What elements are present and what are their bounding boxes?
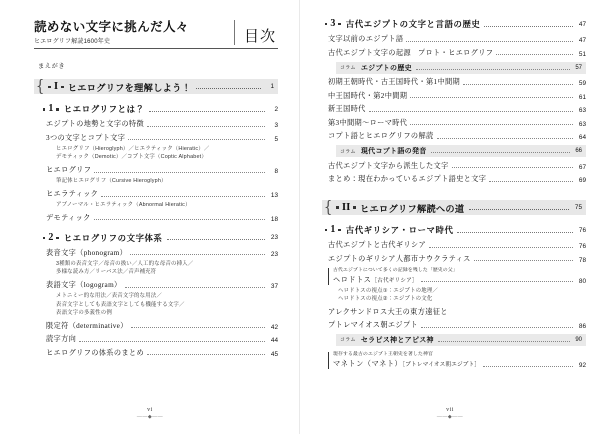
column-title: エジプトの歴史 [360, 63, 412, 72]
part-page-number: 75 [574, 204, 582, 211]
section-page-number: 51 [578, 50, 586, 58]
section-title-line1: アレクサンドロス大王の東方遠征と [328, 307, 448, 316]
brace-left-icon: { [36, 77, 45, 97]
brace-left-icon: { [324, 198, 333, 217]
chapter-heading-1[interactable] [40, 103, 278, 115]
section-title-line2-row [328, 320, 586, 330]
square-bullet-icon [338, 23, 340, 25]
chapter-title: 古代エジプトの文字と言語の歴史 [345, 20, 481, 29]
leader-dots [483, 361, 573, 367]
toc-section[interactable] [46, 213, 278, 223]
square-bullet-icon [43, 108, 45, 110]
person-region: ［プトレマイオス朝エジプト］ [402, 362, 481, 369]
section-title-secondary: プロト・ヒエログリフ [417, 48, 494, 57]
folio-ornament-icon: ——◆—— [436, 415, 464, 420]
right-folio [300, 407, 600, 420]
toc-section[interactable] [328, 48, 586, 58]
section-title: コプト語とヒエログリフの解読 [328, 132, 434, 140]
section-page-number: 18 [270, 215, 278, 223]
part-title: ヒエログリフを理解しよう！ [67, 82, 192, 93]
chapter-number: 1 [48, 103, 54, 115]
section-page-number: 44 [270, 337, 278, 345]
part-number: I [53, 80, 59, 93]
leader-dots [489, 176, 573, 182]
toc-section[interactable] [328, 161, 586, 171]
leader-dots [149, 105, 265, 112]
part-number: II [341, 201, 351, 213]
square-bullet-icon [325, 229, 327, 231]
section-page-number: 59 [578, 80, 586, 87]
column-title: セラピス神とアピス神 [360, 335, 434, 344]
section-note [56, 260, 278, 277]
square-bullet-icon [353, 206, 356, 209]
square-bullet-icon [43, 237, 45, 239]
column-entry-egypt-history[interactable] [336, 62, 586, 74]
toc-section[interactable] [46, 189, 278, 199]
section-page-number: 69 [578, 177, 586, 184]
person-page-number: 80 [578, 277, 586, 285]
section-page-number: 5 [274, 135, 278, 143]
section-title: ヒエログリフ [46, 166, 92, 175]
leader-dots [406, 36, 573, 42]
part-title: ヒエログリフ解読への道 [360, 203, 465, 214]
leader-dots [79, 336, 265, 342]
part-page-number: 1 [270, 83, 274, 91]
note-line: デモティック（Demotic）／コプト文字（Coptic Alphabet） [56, 154, 207, 161]
section-title: 文字以前のエジプト語 [328, 35, 404, 43]
toc-section[interactable] [46, 334, 278, 344]
right-page-body [322, 18, 586, 369]
column-page-number: 66 [575, 148, 582, 154]
toc-section[interactable] [46, 248, 278, 258]
leader-dots [437, 133, 573, 139]
column-tag: コラム [340, 148, 356, 155]
toc-section[interactable] [46, 280, 278, 290]
section-title: エジプトの地勢と文字の特徴 [46, 120, 144, 129]
square-bullet-icon [61, 86, 64, 89]
leader-dots [463, 79, 573, 85]
leader-dots [147, 121, 265, 127]
section-page-number: 42 [270, 323, 278, 331]
toc-section[interactable] [46, 348, 278, 358]
toc-section-wrapped[interactable] [328, 307, 586, 330]
leader-dots [429, 242, 573, 248]
column-entry-coptic-pronunciation[interactable] [336, 145, 586, 157]
chapter-number: 3 [330, 18, 336, 29]
section-title: 読字方向 [46, 335, 77, 344]
section-title: ヒエラティック [46, 190, 99, 198]
section-page-number: 64 [578, 134, 586, 141]
person-caption: 現存する最古のエジプト王朝史を著した神官 [333, 351, 433, 357]
left-page-body [34, 61, 278, 357]
leader-dots [410, 119, 573, 125]
note-line: 3種類の表音文字／母音の扱い／人工的な母音の挿入／ [56, 260, 194, 267]
toc-section[interactable] [328, 91, 586, 101]
section-title: デモティック [46, 213, 91, 222]
chapter-page-number: 47 [578, 20, 586, 28]
person-name-text: ヘロドトス [333, 275, 372, 284]
toc-section[interactable] [328, 240, 586, 250]
square-bullet-icon [325, 23, 327, 25]
section-title: まとめ：現在わかっているエジプト語史と文字 [328, 175, 487, 183]
section-page-number: 63 [578, 120, 586, 128]
book-subtitle: ヒエログリフ解読1600年史 [34, 39, 111, 46]
section-page-number: 13 [270, 192, 278, 199]
person-entry-herodotus[interactable] [328, 268, 586, 285]
column-page-number: 57 [575, 64, 582, 71]
person-entry-manetho[interactable] [328, 352, 586, 369]
chapter-page-number: 23 [270, 234, 278, 242]
section-title: 新王国時代 [328, 105, 366, 113]
toc-section[interactable] [46, 165, 278, 175]
part-heading-2[interactable] [322, 200, 586, 215]
person-row [333, 275, 586, 285]
folio-number: vii [446, 407, 454, 413]
section-title [328, 48, 493, 58]
section-title: 表語文字（logogram） [46, 281, 122, 290]
leader-dots [474, 255, 573, 261]
leader-dots [147, 349, 265, 355]
section-page-number: 8 [274, 168, 278, 176]
column-title: 現代コプト語の発音 [360, 147, 427, 155]
leader-dots [94, 167, 265, 173]
person-region: ［古代ギリシア］ [371, 277, 418, 284]
person-note [338, 287, 586, 304]
toc-section[interactable] [328, 131, 586, 141]
toc-section[interactable] [328, 174, 586, 184]
section-title: 中王国時代・第2中間期 [328, 91, 408, 100]
section-title: 表音文字（phonogram） [46, 248, 128, 257]
section-note [56, 177, 278, 185]
leader-dots [496, 49, 573, 55]
note-line: ヘロドトスの視点①：エジプトの地理／ [338, 287, 439, 294]
leader-dots [369, 106, 573, 112]
square-bullet-icon [48, 86, 51, 89]
left-folio [0, 407, 300, 420]
leader-dots [416, 64, 570, 70]
section-note [56, 145, 278, 162]
note-line: 表音文字としても表語文字としても機能する文字／ [56, 301, 185, 308]
note-line: 筆記体ヒエログリフ（Cursive Hieroglyph） [56, 178, 167, 185]
column-page-number: 90 [575, 336, 582, 343]
leader-dots [484, 20, 573, 27]
chapter-page-number: 2 [274, 105, 278, 113]
section-page-number: 67 [578, 163, 586, 171]
chapter-number: 1 [330, 224, 336, 235]
section-page-number: 3 [274, 122, 278, 130]
column-tag: コラム [340, 337, 356, 344]
chapter-number: 2 [48, 231, 54, 243]
note-line: アブノーマル・ヒエラティック（Abnormal Hieratic） [56, 202, 191, 208]
section-page-number: 63 [578, 107, 586, 114]
leader-dots [125, 282, 265, 288]
note-line: ヒエログリフ（Hieroglyph）／ヒエラティック（Hieratic）／ [56, 145, 210, 152]
section-title: 限定符（determinative） [46, 321, 128, 330]
section-note [56, 201, 278, 209]
section-title: エジプトのギリシア人都市ナウクラティス [328, 254, 471, 263]
leader-dots [101, 191, 265, 197]
section-title-line2: プトレマイオス朝エジプト [328, 320, 419, 329]
chapter-heading-2[interactable] [40, 232, 278, 244]
toc-section[interactable] [46, 321, 278, 331]
chapter-title: ヒエログリフとは？ [63, 105, 145, 115]
note-line: 表語文字の多義性の例 [56, 309, 112, 316]
part-heading-1[interactable] [34, 77, 278, 97]
toc-section[interactable] [46, 119, 278, 129]
book-title: 読めない文字に挑んだ人々 [34, 20, 189, 34]
chapter-title: ヒエログリフの文字体系 [63, 233, 163, 243]
toc-section[interactable] [328, 118, 586, 128]
section-page-number: 47 [578, 37, 586, 44]
leader-dots [469, 203, 569, 210]
leader-dots [131, 322, 265, 328]
section-title: 古代エジプト文字から派生した文字 [328, 161, 449, 170]
header-divider [234, 20, 235, 45]
section-page-number: 37 [270, 283, 278, 291]
leader-dots [167, 233, 265, 240]
chapter-heading-ii-1[interactable] [322, 224, 586, 236]
section-page-number: 78 [578, 256, 586, 264]
chapter-page-number: 76 [578, 226, 586, 234]
page-header [34, 20, 278, 49]
leader-dots [421, 276, 573, 282]
section-title: 初期王朝時代・古王国時代・第1中間期 [328, 78, 461, 86]
square-bullet-icon [56, 237, 58, 239]
header-titles [34, 20, 230, 45]
right-page [300, 0, 600, 434]
section-title: 3つの文字とコプト文字 [46, 133, 126, 142]
column-tag: コラム [340, 65, 356, 71]
toc-section[interactable] [46, 133, 278, 143]
note-line: 多様な読み方／リーバス法／音声補充符 [56, 269, 157, 276]
leader-dots [196, 82, 261, 89]
leader-dots [452, 162, 573, 168]
person-name [333, 359, 480, 369]
leader-dots [457, 226, 573, 233]
leader-dots [94, 214, 265, 220]
square-bullet-icon [56, 108, 58, 110]
preface-entry[interactable]: まえがき [38, 63, 66, 71]
folio-number: vi [147, 407, 153, 413]
leader-dots [410, 92, 573, 98]
leader-dots [431, 147, 570, 153]
leader-dots [421, 322, 573, 328]
leader-dots [438, 336, 570, 342]
toc-label: 目次 [243, 29, 276, 46]
leader-dots [128, 134, 265, 140]
square-bullet-icon [336, 206, 339, 209]
toc-section[interactable] [328, 77, 586, 87]
note-line: メトニミー的な用法／表音文字的な用法／ [56, 293, 163, 300]
section-title: 第3中間期〜ローマ時代 [328, 118, 408, 127]
person-name-text: マネトン（マネト） [333, 360, 403, 369]
leader-dots [130, 249, 265, 255]
person-row [333, 359, 586, 369]
square-bullet-icon [338, 229, 340, 231]
section-note [56, 292, 278, 317]
section-title: ヒエログリフの体系のまとめ [46, 348, 144, 357]
toc-section[interactable] [328, 104, 586, 114]
column-entry-serapis-apis[interactable] [336, 334, 586, 346]
person-caption: 古代エジプトについて多くの記録を残した「歴史の父」 [333, 267, 458, 273]
toc-section[interactable] [328, 34, 586, 44]
section-page-number: 45 [270, 350, 278, 358]
toc-section[interactable] [328, 254, 586, 264]
person-page-number: 92 [578, 362, 586, 370]
section-title-main: 古代エジプト文字の起源 [328, 48, 411, 57]
section-page-number: 61 [578, 93, 586, 101]
chapter-title: 古代ギリシア・ローマ時代 [345, 226, 454, 235]
chapter-heading-3[interactable] [322, 18, 586, 30]
note-line: ヘロドトスの視点②：エジプトの文化 [338, 296, 433, 303]
person-name [333, 275, 418, 285]
section-page-number: 86 [578, 322, 586, 330]
section-title: 古代エジプトと古代ギリシア [328, 241, 426, 249]
folio-ornament-icon: ——◆—— [136, 415, 164, 420]
section-page-number: 23 [270, 250, 278, 258]
section-page-number: 76 [578, 243, 586, 250]
